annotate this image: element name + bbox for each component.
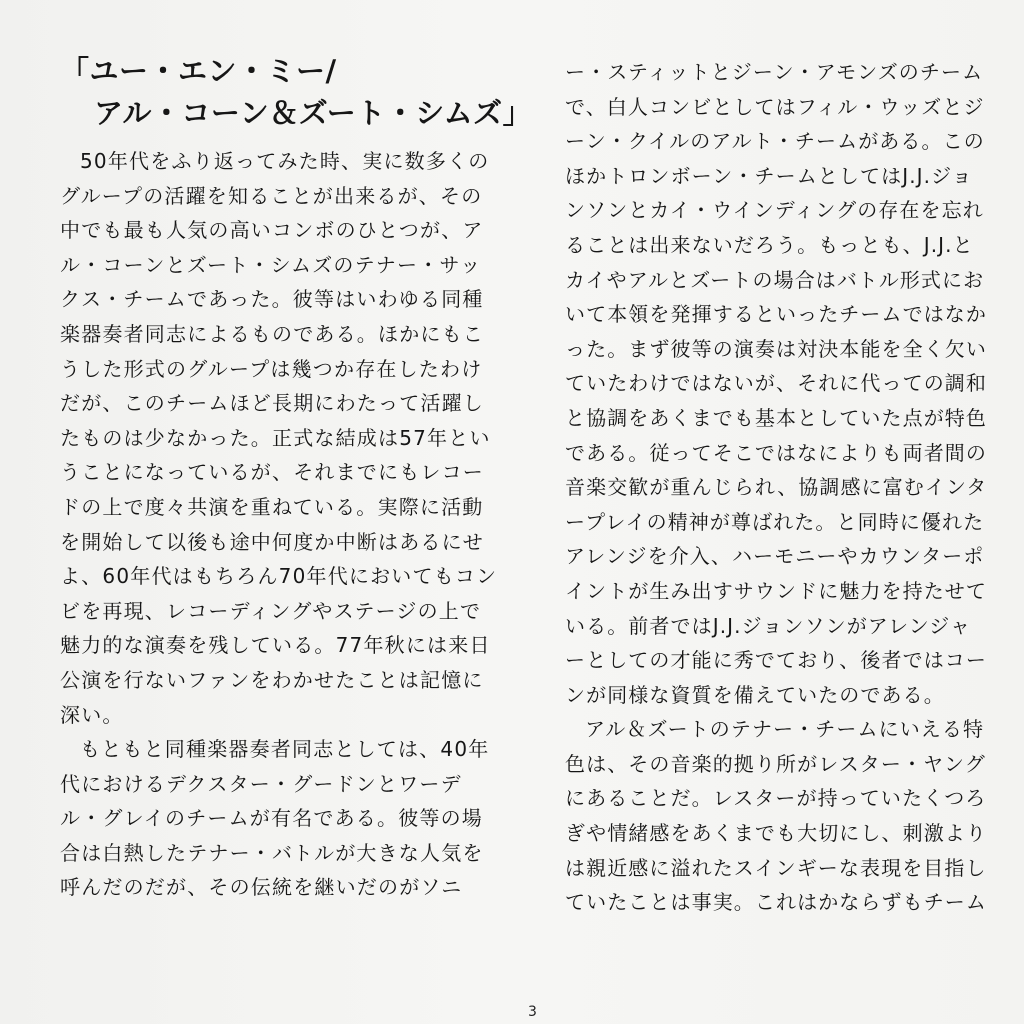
right-column xyxy=(565,55,1005,920)
text-line: ープレイの精神が尊ばれた。と同時に優れた xyxy=(565,509,985,534)
text-line: 公演を行ないファンをわかせたことは記憶に xyxy=(60,667,484,692)
text-line: は親近感に溢れたスインギーな表現を目指し xyxy=(565,855,987,880)
text-line: いて本領を発揮するといったチームではなか xyxy=(565,302,987,327)
text-line: にあることだ。レスターが持っていたくつろ xyxy=(565,786,987,811)
text-line: 50年代をふり返ってみた時、実に数多くの xyxy=(80,149,490,173)
text-line: 魅力的な演奏を残している。77年秋には来日 xyxy=(60,633,491,658)
article-title xyxy=(60,50,533,134)
text-line: 中でも最も人気の高いコンボのひとつが、ア xyxy=(60,218,484,243)
text-line: ドの上で度々共演を重ねている。実際に活動 xyxy=(60,494,484,519)
text-line: 合は白熱したテナー・バトルが大きな人気を xyxy=(60,840,484,865)
text-line: ていたわけではないが、それに代っての調和 xyxy=(565,371,987,396)
text-line: 楽器奏者同志によるものである。ほかにもこ xyxy=(60,321,484,346)
text-line: アレンジを介入、ハーモニーやカウンターポ xyxy=(565,544,985,569)
title-line-2: アル・コーン＆ズート・シムズ」 xyxy=(94,96,533,130)
text-line: カイやアルとズートの場合はバトル形式にお xyxy=(565,267,985,292)
page-number: 3 xyxy=(528,1004,537,1020)
text-line: 呼んだのだが、その伝統を継いだのがソニ xyxy=(60,875,463,900)
text-line: で、白人コンビとしてはフィル・ウッズとジ xyxy=(565,94,985,119)
text-line: イントが生み出すサウンドに魅力を持たせて xyxy=(565,578,987,603)
text-line: ンが同様な資質を備えていたのである。 xyxy=(565,682,945,707)
text-line: グループの活躍を知ることが出来るが、その xyxy=(60,183,483,208)
text-line: ーとしての才能に秀でており、後者ではコー xyxy=(565,648,987,673)
text-line: もともと同種楽器奏者同志としては、40年 xyxy=(80,737,490,762)
text-line: よ、60年代はもちろん70年代においてもコン xyxy=(60,564,498,589)
text-line: ー・スティットとジーン・アモンズのチーム xyxy=(565,60,984,84)
text-line: ることは出来ないだろう。もっとも、J.J.と xyxy=(565,232,974,257)
text-line: である。従ってそこではなによりも両者間の xyxy=(565,440,987,465)
text-line: と協調をあくまでも基本としていた点が特色 xyxy=(565,405,987,430)
left-column xyxy=(60,50,533,905)
text-line: 深い。 xyxy=(60,702,124,727)
text-line: ビを再現、レコーディングやステージの上で xyxy=(60,598,482,623)
left-body-text xyxy=(60,144,510,905)
text-line: ーン・クイルのアルト・チームがある。この xyxy=(565,129,985,154)
text-line: ほかトロンボーン・チームとしてはJ.J.ジョ xyxy=(565,163,973,188)
text-line: ル・グレイのチームが有名である。彼等の場 xyxy=(60,806,483,831)
text-line: 色は、その音楽的拠り所がレスター・ヤング xyxy=(565,751,986,776)
text-line: ル・コーンとズート・シムズのテナー・サッ xyxy=(60,252,482,277)
text-line: った。まず彼等の演奏は対決本能を全く欠い xyxy=(565,336,987,361)
text-line: いる。前者ではJ.J.ジョンソンがアレンジャ xyxy=(565,613,972,638)
text-line: 音楽交歓が重んじられ、協調感に富むインタ xyxy=(565,475,988,500)
text-line: たものは少なかった。正式な結成は57年とい xyxy=(60,425,491,450)
text-line: うことになっているが、それまでにもレコー xyxy=(60,460,484,485)
text-line: ンソンとカイ・ウインディングの存在を忘れ xyxy=(565,198,984,223)
title-line-1: 「ユー・エン・ミー/ xyxy=(60,54,337,88)
text-line: だが、このチームほど長期にわたって活躍し xyxy=(60,391,484,416)
text-line: アル＆ズートのテナー・チームにいえる特 xyxy=(585,717,985,742)
text-line: ていたことは事実。これはかならずもチーム xyxy=(565,890,987,915)
text-line: うした形式のグループは幾つか存在したわけ xyxy=(60,356,483,381)
text-line: を開始して以後も途中何度か中断はあるにせ xyxy=(60,529,484,554)
text-line: 代におけるデクスター・グードンとワーデ xyxy=(60,771,462,796)
text-line: クス・チームであった。彼等はいわゆる同種 xyxy=(60,287,484,312)
text-line: ぎや情緒感をあくまでも大切にし、刺激より xyxy=(565,821,987,846)
